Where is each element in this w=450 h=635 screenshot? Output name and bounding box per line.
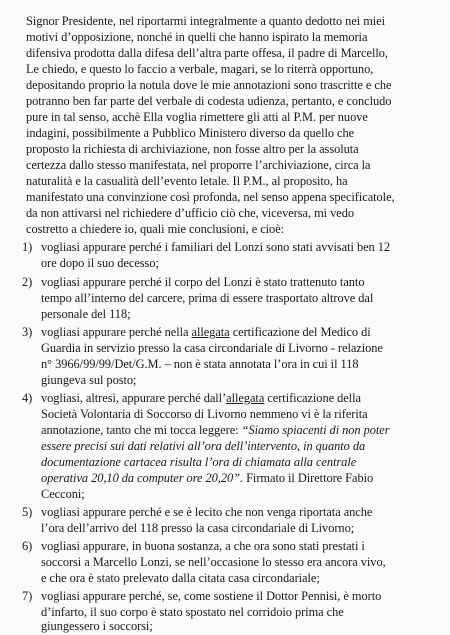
list-item-text: Guardia in servizio presso la casa circondariale di Livorno - relazione	[41, 341, 383, 355]
intro-line: difensiva prodotta dalla difesa dell’altra parte offesa, il padre di Marcello,	[26, 46, 388, 60]
intro-line: certezza dallo stesso manifestata, nel proporre l’archiviazione, circa la	[26, 158, 371, 172]
list-item-text: d’infarto, il suo corpo è stato spostato nel corridoio prima che	[41, 605, 344, 619]
intro-line: potranno ben far parte del verbale di codesta udienza, pertanto, e concludo	[26, 94, 392, 108]
list-item-text: tempo all’interno del carcere, prima di essere trasportato altrove dal	[41, 291, 374, 305]
intro-line: manifestato una convinzione così profonda, nel senso appena specificatole,	[26, 190, 395, 204]
list-item-text: vogliasi, altresì, appurare perché dall’allegata certificazione della	[41, 391, 361, 405]
list-item-text: giungessero i soccorsi;	[41, 619, 153, 633]
list-item-text: vogliasi appurare perché il corpo del Lonzi è stato trattenuto tanto	[41, 275, 365, 289]
intro-line: costretto a chiedere io, quali mie conclusioni, e cioè:	[26, 222, 285, 236]
quote-text: “Siamo spiacenti di non poter	[241, 423, 390, 437]
list-item-number: 7)	[22, 589, 33, 603]
list-item-text: vogliasi appurare perché nella allegata certificazione del Medico di	[41, 325, 371, 339]
list-item-text: personale del 118;	[41, 307, 131, 321]
intro-line: depositando proprio la notula dove le mie annotazioni sono trascritte e che	[26, 78, 392, 92]
underlined-word: allegata	[191, 325, 230, 339]
list-item-number: 4)	[22, 391, 33, 405]
list-item-number: 2)	[22, 275, 33, 289]
list-item-text: giungeva sul posto;	[41, 373, 137, 387]
list-item-text: ore dopo il suo decesso;	[41, 256, 159, 270]
list-item-text: Società Volontaria di Soccorso di Livorno nemmeno vi è la riferita	[41, 407, 368, 421]
list-item-text: n° 3966/99/99/Det/G.M. – non è stata annotata l’ora in cui il 118	[41, 357, 359, 371]
list-item-text: soccorsi a Marcello Lonzi, se nell’occasione lo stesso era ancora vivo,	[41, 555, 386, 569]
intro-line: da non attivarsi nel richiedere d’ufficio ciò che, viceversa, mi vedo	[26, 206, 354, 220]
intro-line: naturalità e la casualità dell’evento letale. Il P.M., al proposito, ha	[26, 174, 348, 188]
intro-line: Signor Presidente, nel riportarmi integralmente a quanto dedotto nei miei	[26, 14, 386, 28]
intro-line: indagini, possibilmente a Pubblico Ministero diverso da quello che	[26, 126, 355, 140]
list-item-text: annotazione, tanto che mi tocca leggere: “Siamo spiacenti di non poter	[41, 423, 390, 437]
list-item-text: vogliasi appurare, in buona sostanza, a che ora sono stati prestati i	[41, 539, 365, 553]
list-item-text: l’ora dell’arrivo del 118 presso la casa circondariale di Livorno;	[41, 521, 355, 535]
list-item-text: operativa 20,10 da computer ore 20,20”. Firmato il Direttore Fabio	[41, 471, 374, 485]
list-item-number: 6)	[22, 539, 33, 553]
quote-text: documentazione cartacea risulta l’ora di chiamata alla centrale	[41, 455, 357, 469]
list-item-text: vogliasi appurare perché e se è lecito che non venga riportata anche	[41, 505, 373, 519]
list-item-text: vogliasi appurare perché i familiari del Lonzi sono stati avvisati ben 12	[41, 240, 391, 254]
quote-text: essere precisi sui dati relativi all’ora dell’intervento, in quanto da	[41, 439, 366, 453]
intro-line: proposto la richiesta di archiviazione, non fosse altro per la assoluta	[26, 142, 359, 156]
list-item-text: vogliasi appurare perché, se, come sostiene il Dottor Pennisi, è morto	[41, 589, 382, 603]
quote-text: operativa 20,10 da computer ore 20,20”.	[41, 471, 244, 485]
intro-line: Le chiedo, e questo lo faccio a verbale, magari, se lo riterrà opportuno,	[26, 62, 374, 76]
underlined-word: allegata	[226, 391, 265, 405]
intro-line: pure in tal senso, acchè Ella voglia rimettere gli atti al P.M. per nuove	[26, 110, 368, 124]
intro-line: motivi d’opposizione, nonché in quelli che hanno ispirato la memoria	[26, 30, 368, 44]
list-item-number: 3)	[22, 325, 33, 339]
list-item-number: 1)	[22, 240, 33, 254]
list-item-number: 5)	[22, 505, 33, 519]
list-item-text: e che ora è stato prelevato dalla citata casa circondariale;	[41, 571, 320, 585]
list-item-text: Cecconi;	[41, 487, 85, 501]
